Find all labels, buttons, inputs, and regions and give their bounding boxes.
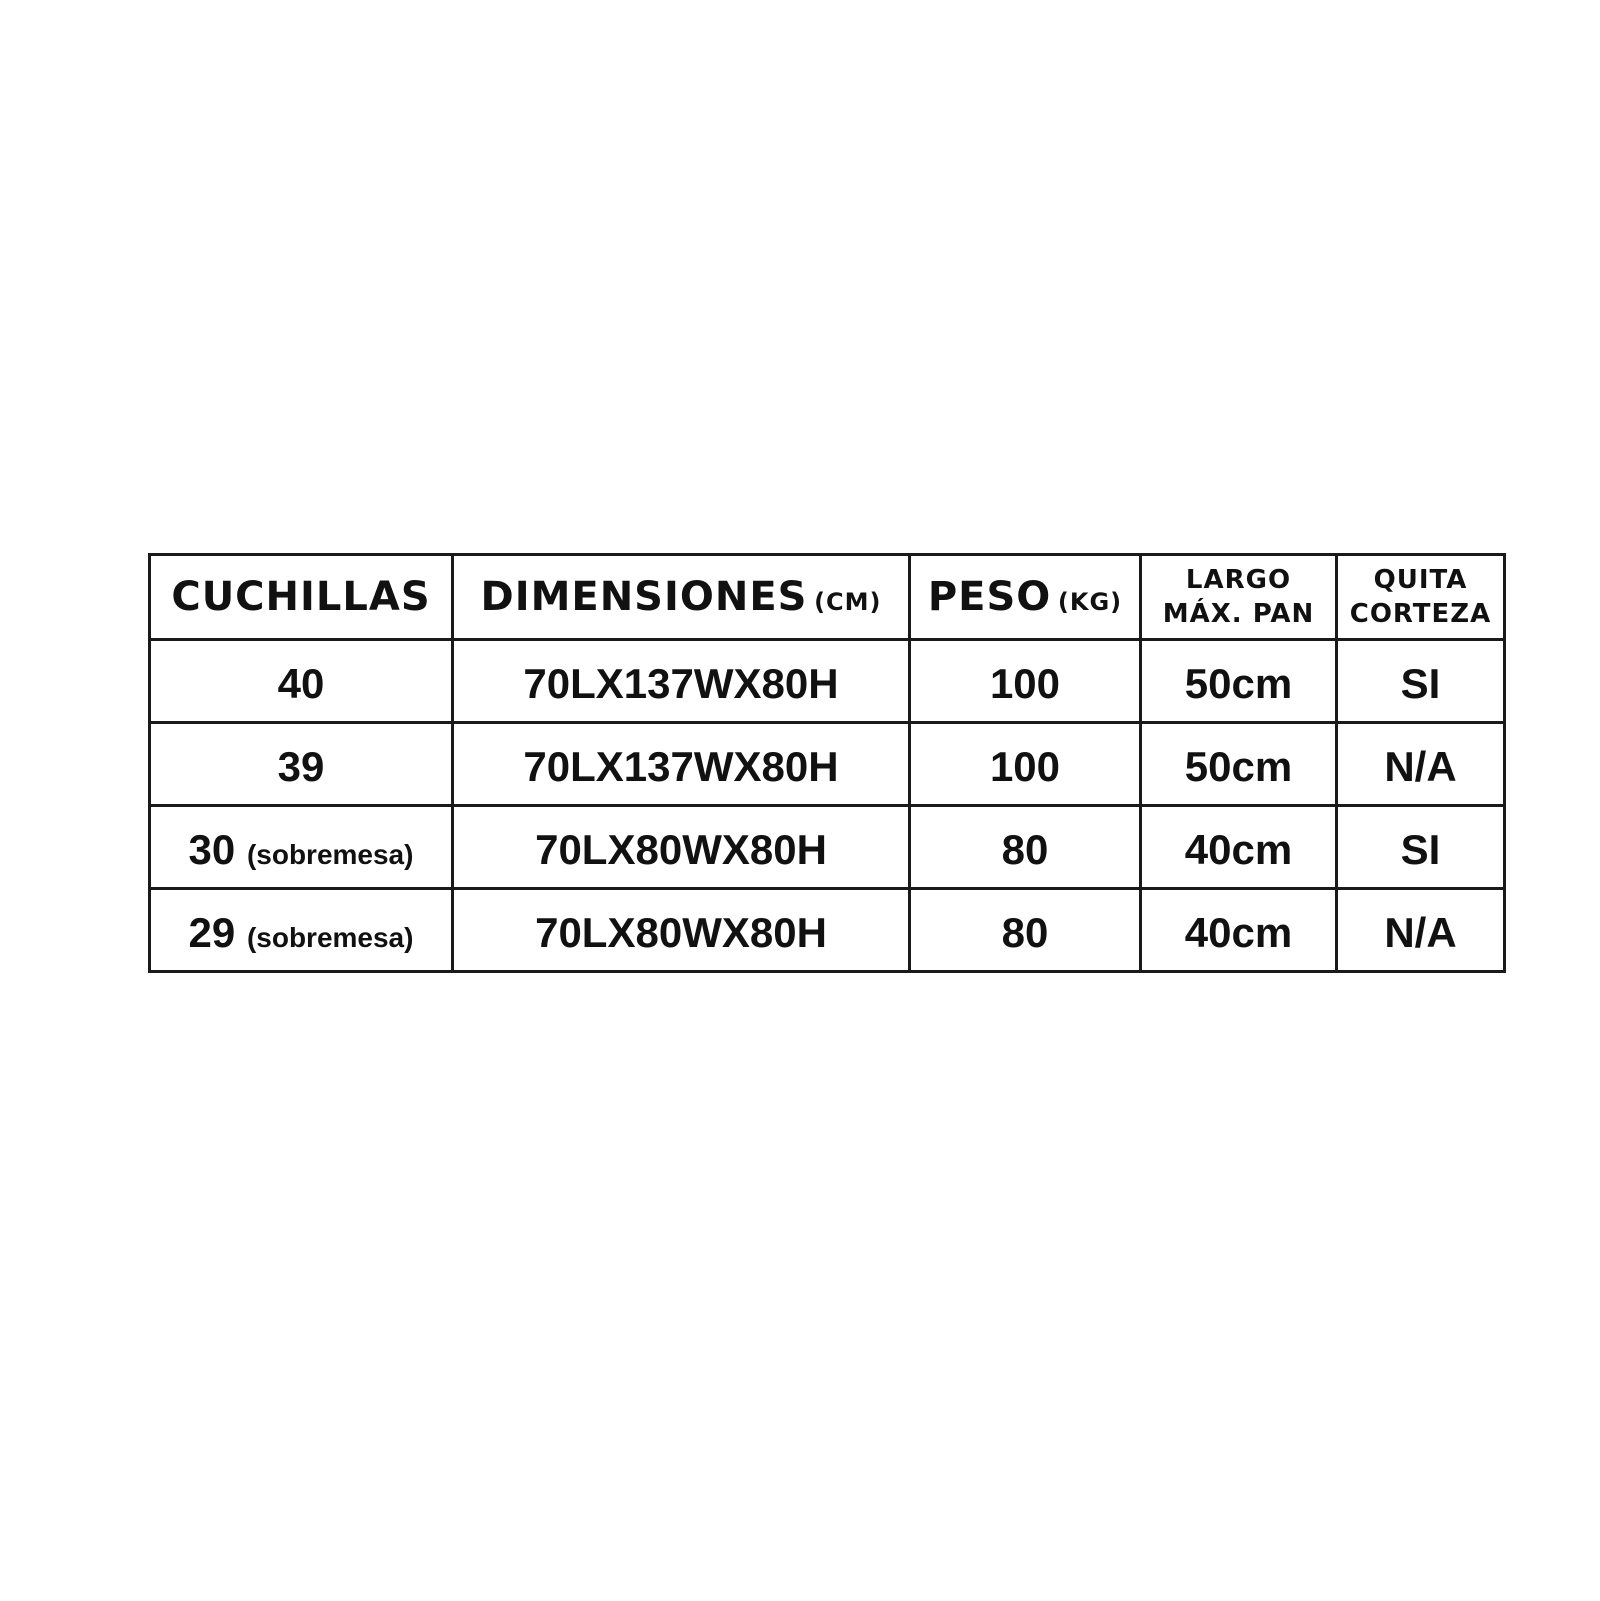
header-largo-line1: LARGO <box>1185 565 1292 595</box>
quita-value: SI <box>1400 660 1441 707</box>
cuchillas-value: 39 <box>277 743 325 790</box>
table-row <box>150 889 1505 972</box>
cell-dimensiones <box>453 640 910 723</box>
cell-dimensiones <box>453 806 910 889</box>
cuchillas-number: 30 <box>188 826 236 873</box>
header-quita <box>1337 555 1505 640</box>
cuchillas-note: (sobremesa) <box>246 839 414 870</box>
cuchillas-value <box>189 903 414 957</box>
cell-largo <box>1141 806 1337 889</box>
peso-value: 80 <box>1001 909 1049 956</box>
cell-cuchillas <box>150 806 453 889</box>
largo-value: 50cm <box>1184 660 1293 707</box>
largo-value: 50cm <box>1184 743 1293 790</box>
cuchillas-value: 40 <box>277 660 325 707</box>
cell-dimensiones <box>453 723 910 806</box>
header-peso <box>910 555 1141 640</box>
dimensiones-value: 70LX80WX80H <box>535 909 827 956</box>
largo-value: 40cm <box>1184 826 1293 873</box>
cuchillas-number: 29 <box>188 909 236 956</box>
cell-peso <box>910 723 1141 806</box>
cuchillas-note: (sobremesa) <box>246 922 414 953</box>
dimensiones-value: 70LX80WX80H <box>535 826 827 873</box>
cuchillas-value <box>189 820 414 874</box>
header-cuchillas-label: CUCHILLAS <box>171 574 431 620</box>
header-row <box>150 555 1505 640</box>
cell-largo <box>1141 889 1337 972</box>
dimensiones-value: 70LX137WX80H <box>523 660 839 707</box>
header-cuchillas <box>150 555 453 640</box>
cell-largo <box>1141 723 1337 806</box>
quita-value: N/A <box>1384 743 1457 790</box>
quita-value: SI <box>1400 826 1441 873</box>
quita-value: N/A <box>1384 909 1457 956</box>
header-dimensiones-unit: (CM) <box>814 588 882 616</box>
cell-largo <box>1141 640 1337 723</box>
largo-value: 40cm <box>1184 909 1293 956</box>
cell-quita <box>1337 723 1505 806</box>
table-row <box>150 640 1505 723</box>
table-row <box>150 723 1505 806</box>
cell-dimensiones <box>453 889 910 972</box>
peso-value: 100 <box>989 660 1061 707</box>
header-quita-line2: CORTEZA <box>1349 599 1492 629</box>
peso-value: 100 <box>989 743 1061 790</box>
header-largo-line2: MÁX. PAN <box>1162 599 1315 629</box>
specifications-table <box>148 553 1506 973</box>
header-peso-unit: (KG) <box>1057 588 1123 616</box>
cell-peso <box>910 889 1141 972</box>
table-row <box>150 806 1505 889</box>
peso-value: 80 <box>1001 826 1049 873</box>
cell-cuchillas <box>150 723 453 806</box>
header-largo <box>1141 555 1337 640</box>
cell-cuchillas <box>150 889 453 972</box>
cell-peso <box>910 806 1141 889</box>
header-peso-label: PESO <box>927 574 1052 620</box>
cell-peso <box>910 640 1141 723</box>
cell-quita <box>1337 806 1505 889</box>
header-dimensiones <box>453 555 910 640</box>
cell-quita <box>1337 889 1505 972</box>
cell-quita <box>1337 640 1505 723</box>
dimensiones-value: 70LX137WX80H <box>523 743 839 790</box>
cell-cuchillas <box>150 640 453 723</box>
header-quita-line1: QUITA <box>1373 565 1468 595</box>
header-dimensiones-label: DIMENSIONES <box>480 574 808 620</box>
